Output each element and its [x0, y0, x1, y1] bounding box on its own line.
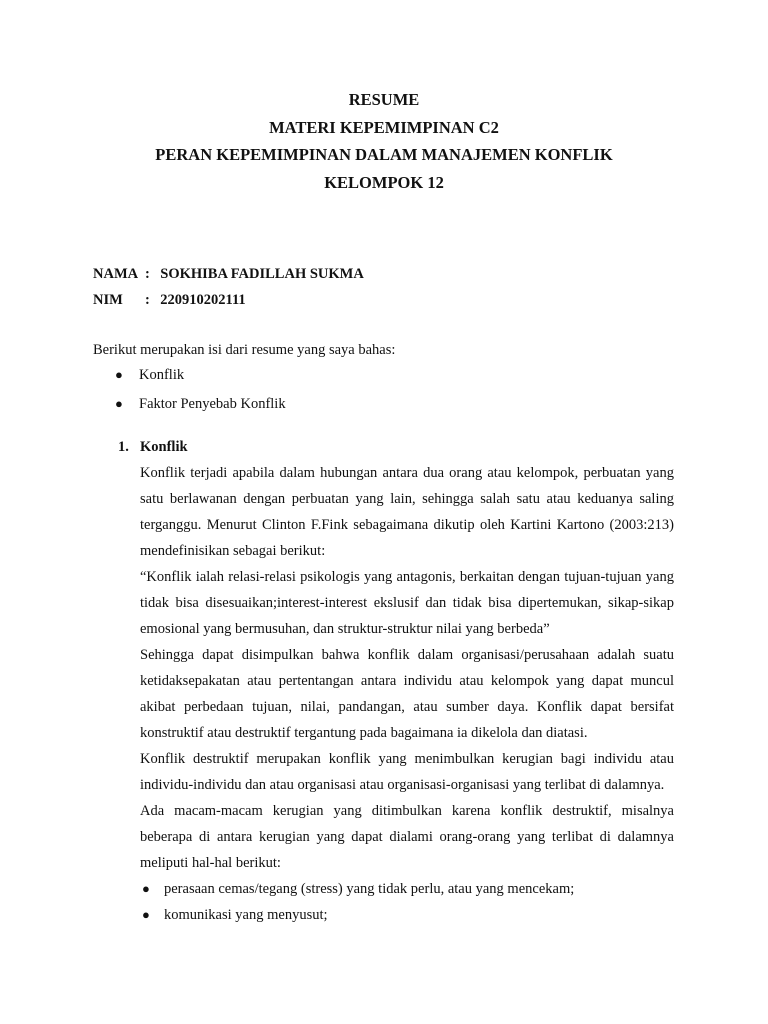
bullet-icon: ● [142, 881, 150, 896]
loss-item [140, 876, 674, 902]
document-title [0, 86, 768, 196]
topic-list [93, 362, 286, 420]
name-label: NAMA [93, 266, 139, 282]
quote-paragraph: “Konflik ialah relasi-relasi psikologis yang antagonis, berkaitan dengan tujuan-tujuan yang tidak bisa disesuaikan;interest-interest ekslusif dan tidak bisa dipertemukan, sikap-sikap emosional yang bermusuhan, dan struktur-struktur nilai yang berbeda” [140, 569, 674, 637]
intro-text: Berikut merupakan isi dari resume yang saya bahas: [93, 342, 396, 358]
paragraph: Konflik destruktif merupakan konflik yang menimbulkan kerugian bagi individu atau individu-individu dan atau organisasi atau organisasi-organisasi yang terlibat di dalamnya. [140, 751, 674, 793]
section-heading [118, 434, 674, 460]
loss-text: perasaan cemas/tegang (stress) yang tidak perlu, atau yang mencekam; [164, 881, 575, 897]
bullet-icon: ● [142, 907, 150, 922]
topic-item [93, 362, 286, 391]
section-body [140, 460, 674, 928]
section-konflik [118, 434, 674, 928]
name-row [93, 261, 364, 287]
student-identity [93, 261, 364, 313]
paragraph: Konflik terjadi apabila dalam hubungan antara dua orang atau kelompok, perbuatan yang satu berlawanan dengan perbuatan yang lain, sehingga salah satu atau keduanya saling terganggu. Menurut Clinton F.Fink sebagaimana dikutip oleh Kartini Kartono (2003:213) mendefinisikan sebagai berikut: [140, 465, 674, 559]
title-line-peran: PERAN KEPEMIMPINAN DALAM MANAJEMEN KONFLIK [155, 145, 613, 164]
topic-label: Faktor Penyebab Konflik [139, 396, 286, 412]
topic-item [93, 391, 286, 420]
losses-list [140, 876, 674, 928]
nim-label: NIM [93, 292, 123, 308]
nim-separator: : [145, 292, 150, 308]
topic-label: Konflik [139, 367, 185, 383]
paragraph: Sehingga dapat disimpulkan bahwa konflik dalam organisasi/perusahaan adalah suatu ketidaksepakatan atau pertentangan antara individu atau kelompok yang dapat muncul akibat perbedaan tujuan, nilai, pandangan, atau sumber daya. Konflik dapat bersifat konstruktif atau destruktif tergantung pada bagaimana ia dikelola dan diatasi. [140, 647, 674, 741]
nim-row [93, 287, 364, 313]
nim-value: 220910202111 [160, 292, 246, 308]
name-separator: : [145, 266, 150, 282]
bullet-icon: ● [115, 367, 123, 382]
paragraph: Ada macam-macam kerugian yang ditimbulkan karena konflik destruktif, misalnya beberapa di antara kerugian yang dapat dialami orang-orang yang terlibat di dalamnya meliputi hal-hal berikut: [140, 803, 674, 871]
bullet-icon: ● [115, 396, 123, 411]
title-line-kelompok: KELOMPOK 12 [324, 172, 444, 192]
title-line-resume: RESUME [348, 90, 420, 109]
name-value: SOKHIBA FADILLAH SUKMA [160, 266, 364, 282]
loss-text: komunikasi yang menyusut; [164, 907, 328, 923]
section-title: Konflik [140, 439, 188, 455]
section-number: 1. [118, 439, 129, 455]
loss-item [140, 902, 674, 928]
title-line-materi: MATERI KEPEMIMPINAN C2 [269, 117, 499, 137]
